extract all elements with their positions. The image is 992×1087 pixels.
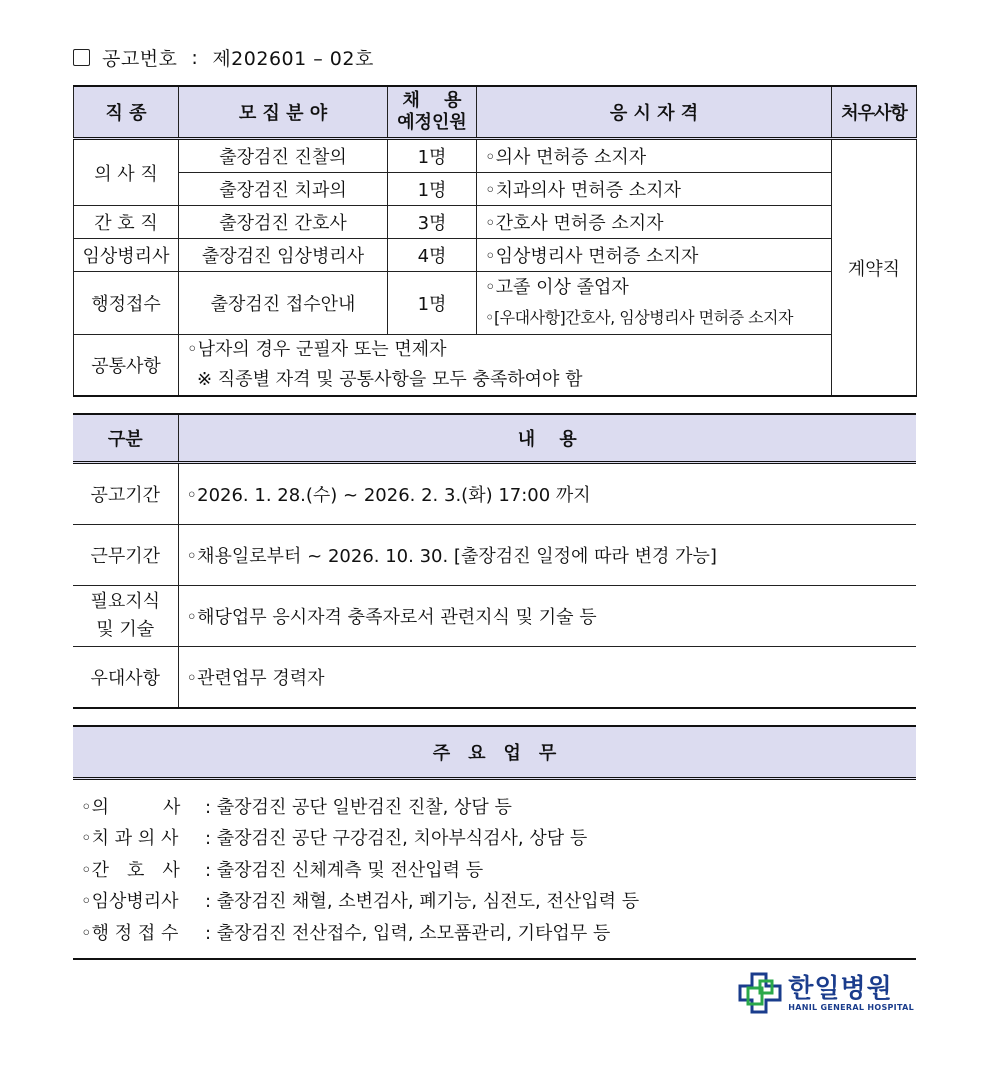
qual-line: ◦고졸 이상 졸업자 xyxy=(485,277,629,298)
duty-item xyxy=(81,790,916,822)
header-benefit: 처우사항 xyxy=(832,86,917,139)
cross-logo-icon xyxy=(738,972,782,1014)
field-cell: 출장검진 간호사 xyxy=(179,206,388,239)
header-job: 직 종 xyxy=(74,86,179,139)
field-cell: 출장검진 접수안내 xyxy=(179,272,388,335)
duties-header: 주 요 업 무 xyxy=(73,726,916,779)
count-cell: 4명 xyxy=(388,239,477,272)
header-qual: 응 시 자 격 xyxy=(477,86,832,139)
common-content xyxy=(179,335,832,397)
header-count-top: 채 용 xyxy=(402,90,462,111)
header-field: 모 집 분 야 xyxy=(179,86,388,139)
duties-table xyxy=(73,725,916,960)
detail-label-line: 및 기술 xyxy=(96,619,155,640)
duty-desc: : 출장검진 공단 구강검진, 치아부식검사, 상담 등 xyxy=(205,828,588,850)
duty-desc: : 출장검진 신체계측 및 전산입력 등 xyxy=(205,859,484,881)
detail-value: ◦해당업무 응시자격 충족자로서 관련지식 및 기술 등 xyxy=(178,586,916,647)
duty-item xyxy=(81,885,916,917)
job-nurse: 간 호 직 xyxy=(74,206,179,239)
detail-label xyxy=(73,586,178,647)
duty-role: ◦간 호 사 xyxy=(81,859,180,881)
qual-cell: ◦치과의사 면허증 소지자 xyxy=(477,173,832,206)
header-count-bottom: 예정인원 xyxy=(397,112,467,133)
qual-cell: ◦간호사 면허증 소지자 xyxy=(477,206,832,239)
duties-body xyxy=(73,779,916,959)
detail-label: 우대사항 xyxy=(73,647,178,709)
benefit-cell: 계약직 xyxy=(832,139,917,397)
count-cell: 1명 xyxy=(388,272,477,335)
header-category: 구분 xyxy=(73,414,178,463)
count-cell: 1명 xyxy=(388,139,477,173)
header-content: 내 용 xyxy=(178,414,916,463)
duty-role: ◦의 사 xyxy=(81,796,181,818)
detail-label: 근무기간 xyxy=(73,525,178,586)
checkbox-icon xyxy=(73,49,90,66)
hospital-logo xyxy=(738,972,914,1014)
detail-value: ◦채용일로부터 ~ 2026. 10. 30. [출장검진 일정에 따라 변경 가능] xyxy=(178,525,916,586)
common-line-1: ◦남자의 경우 군필자 또는 면제자 xyxy=(187,339,447,360)
duty-desc: : 출장검진 전산접수, 입력, 소모품관리, 기타업무 등 xyxy=(205,922,611,944)
duty-item xyxy=(81,853,916,885)
job-admin: 행정접수 xyxy=(74,272,179,335)
duty-item xyxy=(81,822,916,854)
field-cell: 출장검진 임상병리사 xyxy=(179,239,388,272)
detail-label-line: 필요지식 xyxy=(90,591,161,612)
count-cell: 1명 xyxy=(388,173,477,206)
duty-item xyxy=(81,916,916,948)
recruitment-table xyxy=(73,85,917,397)
detail-label: 공고기간 xyxy=(73,463,178,525)
notice-label: 공고번호 xyxy=(102,48,178,70)
detail-value: ◦2026. 1. 28.(수) ~ 2026. 2. 3.(화) 17:00 까지 xyxy=(178,463,916,525)
duty-role: ◦행 정 접 수 xyxy=(81,922,179,944)
qual-cell: ◦임상병리사 면허증 소지자 xyxy=(477,239,832,272)
detail-value: ◦관련업무 경력자 xyxy=(178,647,916,709)
common-line-2: ※ 직종별 자격 및 공통사항을 모두 충족하여야 함 xyxy=(197,369,583,390)
field-cell: 출장검진 진찰의 xyxy=(179,139,388,173)
duty-desc: : 출장검진 공단 일반검진 진찰, 상담 등 xyxy=(205,796,512,818)
qual-cell xyxy=(477,272,832,335)
logo-name-en: HANIL GENERAL HOSPITAL xyxy=(788,1002,914,1012)
common-label: 공통사항 xyxy=(74,335,179,397)
field-cell: 출장검진 치과의 xyxy=(179,173,388,206)
qual-cell: ◦의사 면허증 소지자 xyxy=(477,139,832,173)
count-cell: 3명 xyxy=(388,206,477,239)
qual-line: ◦[우대사항]간호사, 임상병리사 면허증 소지자 xyxy=(485,308,793,327)
duty-role: ◦임상병리사 xyxy=(81,891,179,913)
job-doctor: 의 사 직 xyxy=(74,139,179,206)
logo-name-ko: 한일병원 xyxy=(788,973,893,1004)
job-lab: 임상병리사 xyxy=(74,239,179,272)
notice-separator: : xyxy=(191,46,199,69)
details-table xyxy=(73,413,916,709)
duty-role: ◦치 과 의 사 xyxy=(81,828,179,850)
header-count xyxy=(388,86,477,139)
notice-value: 제202601 – 02호 xyxy=(212,48,374,70)
notice-number xyxy=(73,44,374,71)
duty-desc: : 출장검진 채혈, 소변검사, 폐기능, 심전도, 전산입력 등 xyxy=(205,891,640,913)
